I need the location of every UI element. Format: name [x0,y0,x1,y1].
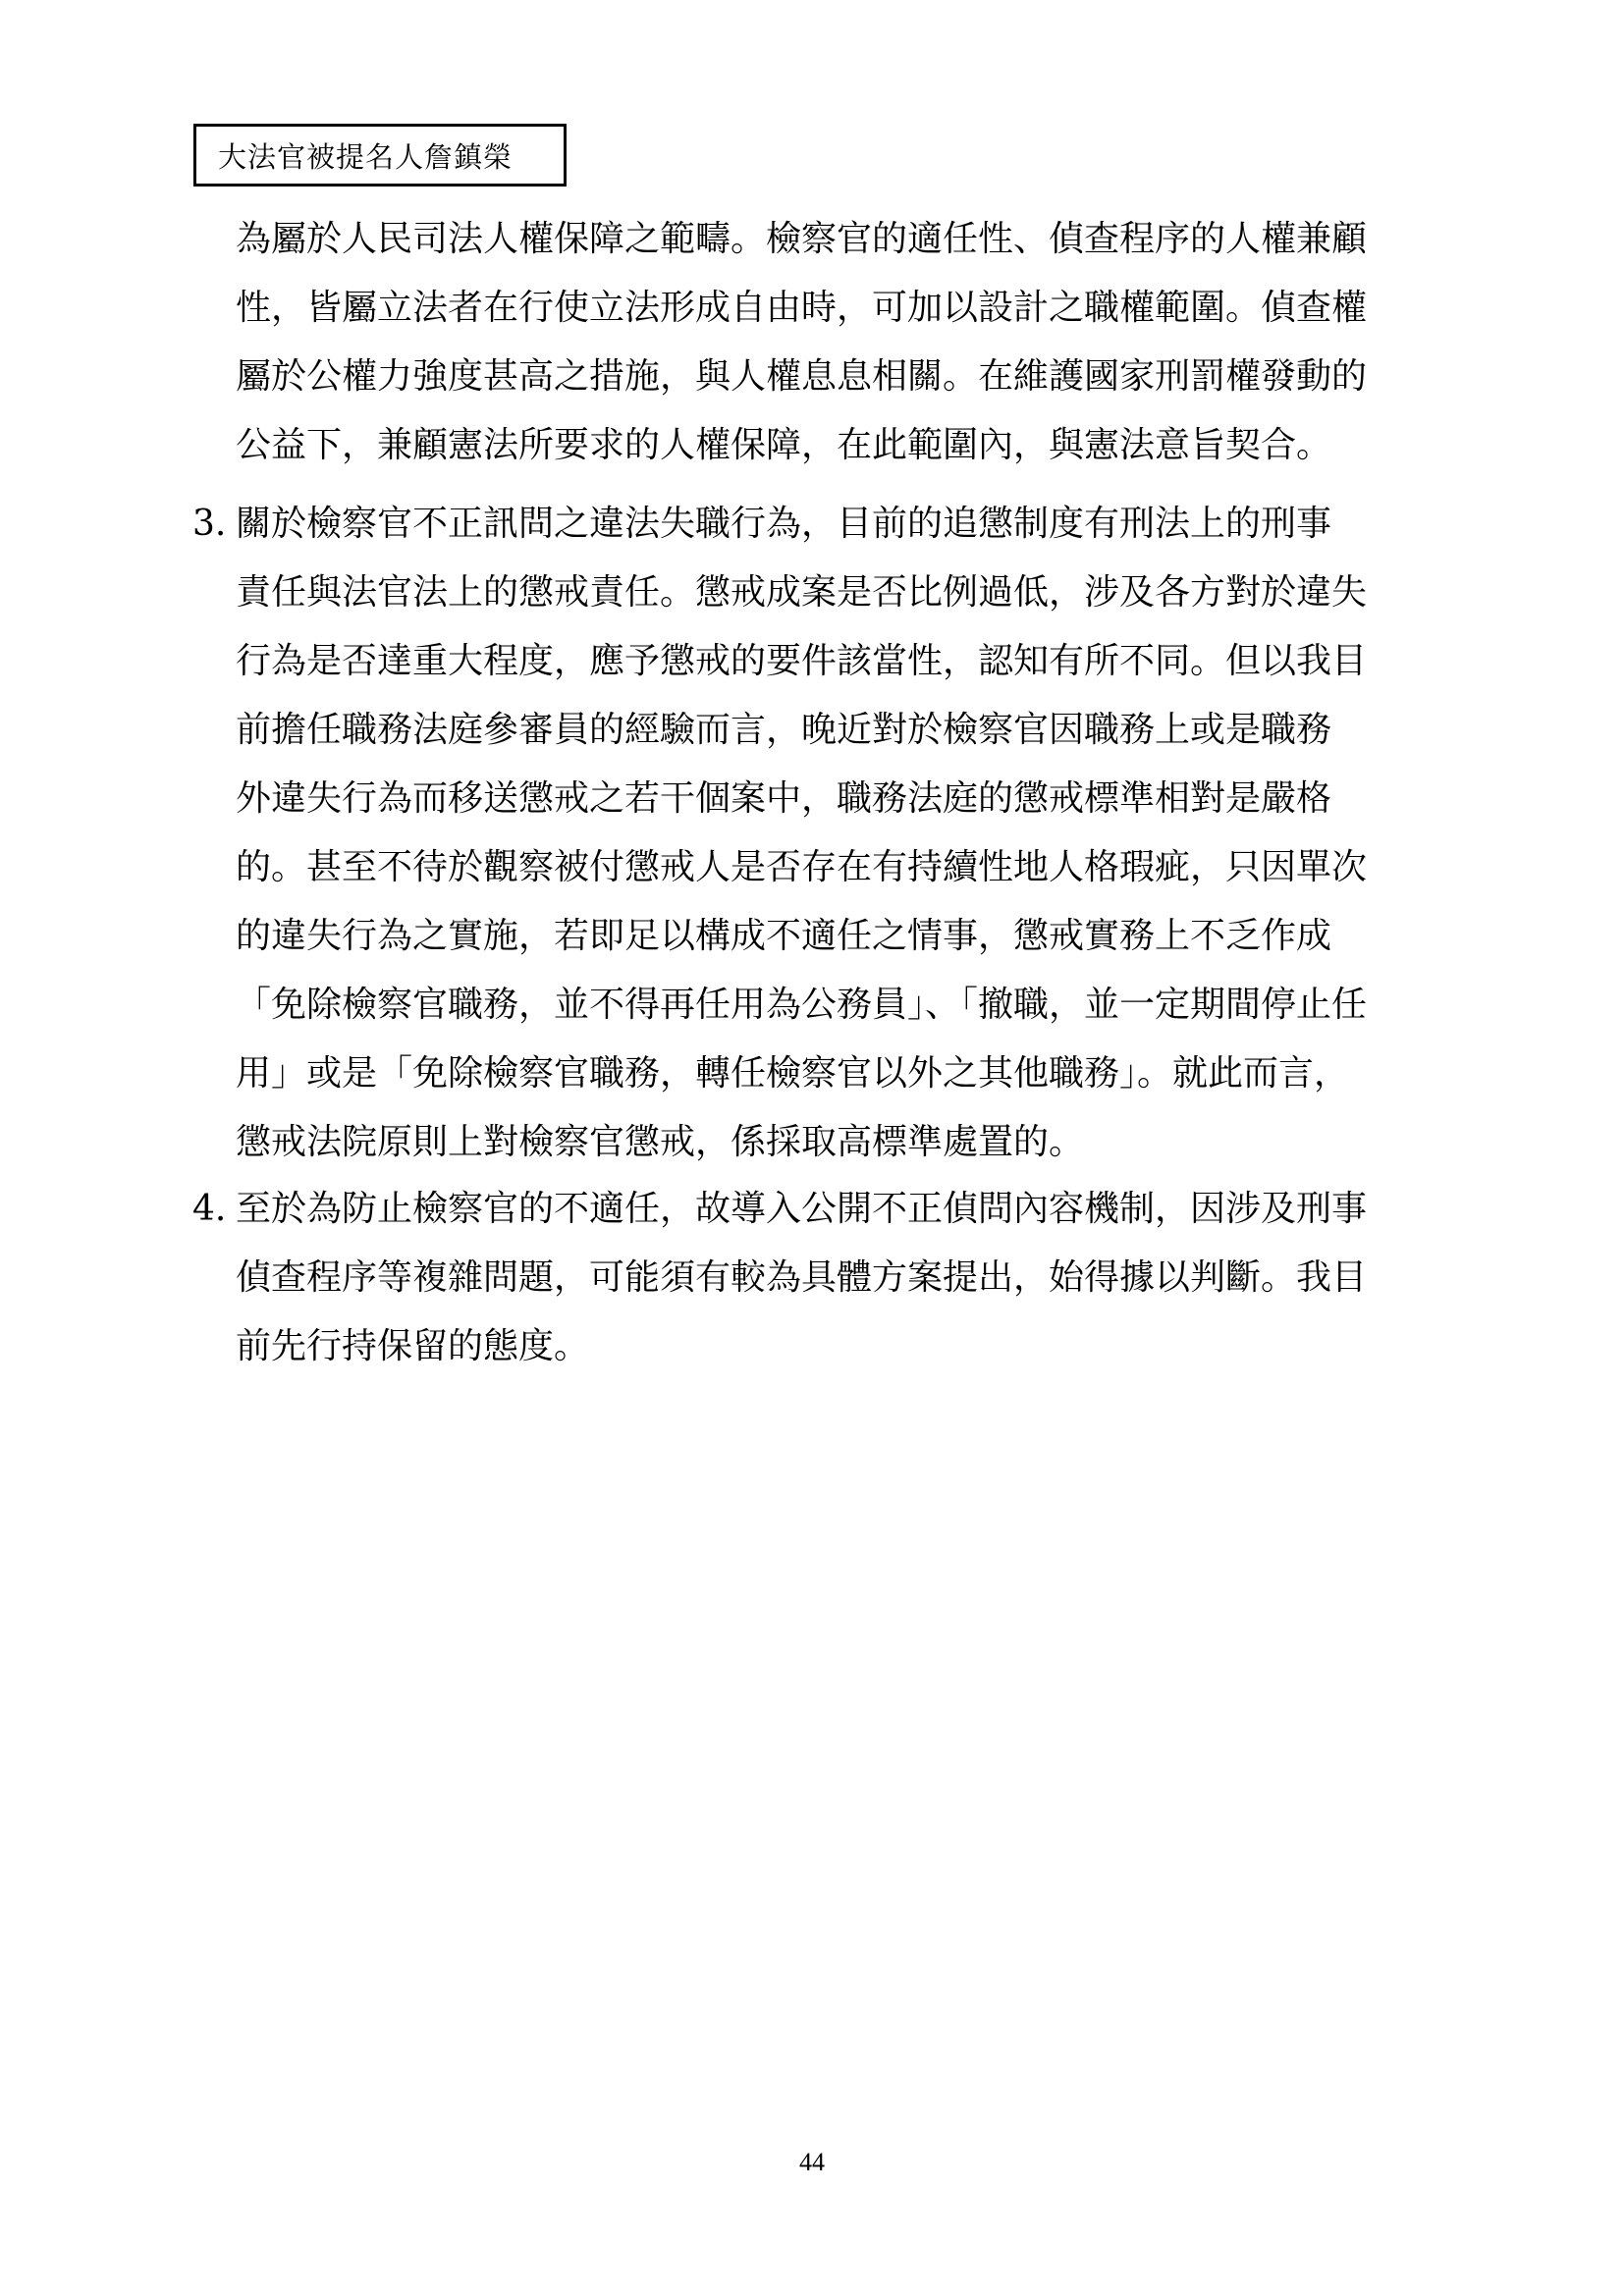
nominee-label: 大法官被提名人詹鎮榮 [218,139,514,174]
paragraph-line: 偵查程序等複雜問題，可能須有較為具體方案提出，始得據以判斷。我目 [236,1257,1368,1298]
paragraph-line: 性，皆屬立法者在行使立法形成自由時，可加以設計之職權範圍。偵查權 [236,288,1368,328]
list-marker: 3. [192,504,227,544]
paragraph-line: 行為是否達重大程度，應予懲戒的要件該當性，認知有所不同。但以我目 [236,641,1368,681]
page-number: 44 [799,2148,825,2176]
paragraph-line: 的。甚至不待於觀察被付懲戒人是否存在有持續性地人格瑕疵，只因單次 [236,847,1368,887]
paragraph-line: 的違失行為之實施，若即足以構成不適任之情事，懲戒實務上不乏作成 [236,916,1332,956]
paragraph-line: 前先行持保留的態度。 [236,1326,590,1366]
paragraph-line: 關於檢察官不正訊問之違法失職行為，目前的追懲制度有刑法上的刑事 [236,504,1332,544]
list-marker: 4. [192,1189,227,1229]
paragraph-line: 「免除檢察官職務，並不得再任用為公務員」、「撤職，並一定期間停止任 [236,985,1368,1025]
paragraph-line: 用」或是「免除檢察官職務，轉任檢察官以外之其他職務」。就此而言， [236,1053,1350,1094]
paragraph-line: 外違失行為而移送懲戒之若干個案中，職務法庭的懲戒標準相對是嚴格 [236,778,1332,819]
paragraph-line: 前擔任職務法庭參審員的經驗而言，晚近對於檢察官因職務上或是職務 [236,710,1332,750]
paragraph-line: 屬於公權力強度甚高之措施，與人權息息相關。在維護國家刑罰權發動的 [236,356,1368,397]
paragraph-line: 為屬於人民司法人權保障之範疇。檢察官的適任性、偵查程序的人權兼顧 [236,219,1368,259]
nominee-header-box [193,124,567,187]
paragraph-line: 至於為防止檢察官的不適任，故導入公開不正偵問內容機制，因涉及刑事 [236,1189,1368,1229]
paragraph-line: 責任與法官法上的懲戒責任。懲戒成案是否比例過低，涉及各方對於違失 [236,572,1368,613]
paragraph-line: 公益下，兼顧憲法所要求的人權保障，在此範圍內，與憲法意旨契合。 [236,425,1332,465]
paragraph-line: 懲戒法院原則上對檢察官懲戒，係採取高標準處置的。 [236,1122,1085,1162]
